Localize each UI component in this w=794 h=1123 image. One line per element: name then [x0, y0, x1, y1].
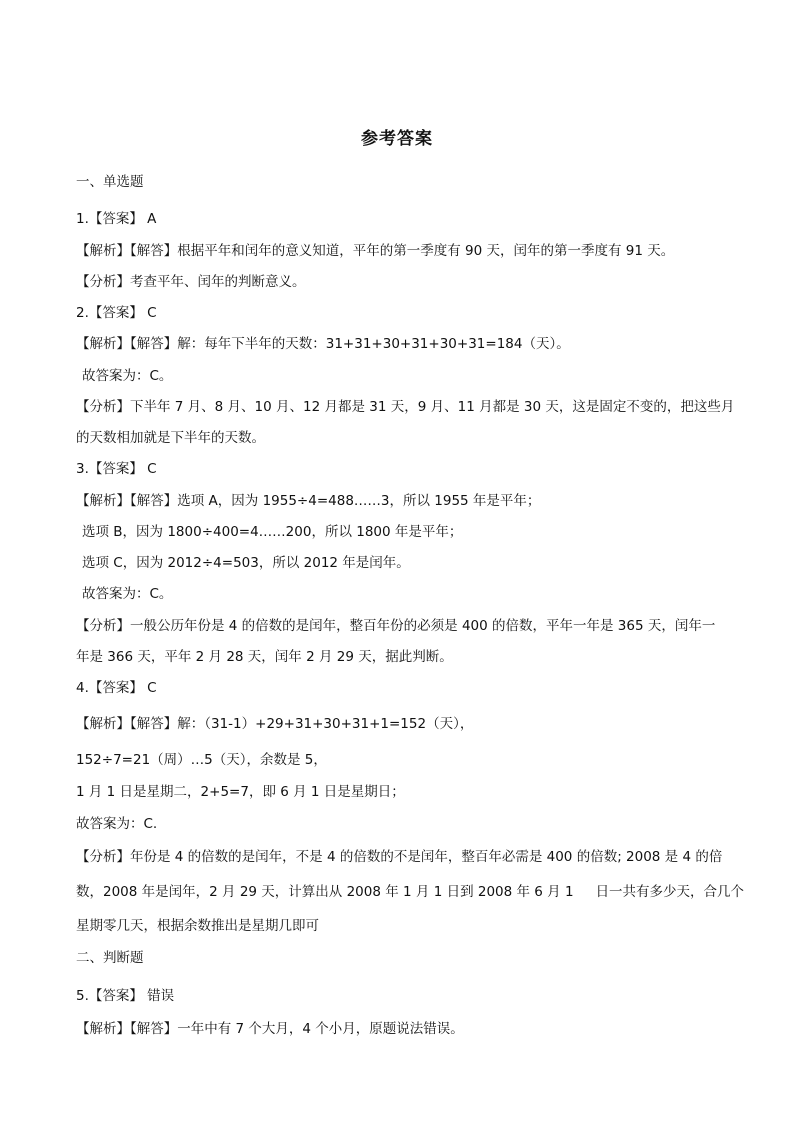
q4-remark-line2-part1: 数，2008 年是闰年，2 月 29 天，计算出从 2008 年 1 月 1 日到 2008 年 6 月 1 — [76, 884, 574, 900]
q1-remark: 【分析】考查平年、闰年的判断意义。 — [76, 274, 306, 290]
q3-analysis-line3: 选项 C，因为 2012÷4=503，所以 2012 年是闰年。 — [82, 555, 410, 571]
q4-remark-line2 — [76, 882, 744, 902]
q2-analysis: 【解析】【解答】解：每年下半年的天数：31+31+30+31+30+31=184（天）。 — [76, 336, 570, 352]
q1-analysis: 【解析】【解答】根据平年和闰年的意义知道，平年的第一季度有 90 天，闰年的第一季度有 91 天。 — [76, 243, 675, 259]
q2-answer: 2.【答案】 C — [76, 305, 157, 321]
q3-remark-line2: 年是 366 天，平年 2 月 28 天，闰年 2 月 29 天，据此判断。 — [76, 649, 453, 665]
q4-remark-line1: 【分析】年份是 4 的倍数的是闰年，不是 4 的倍数的不是闰年，整百年必需是 400 的倍数; 2008 是 4 的倍 — [76, 849, 723, 865]
q2-remark-line2: 的天数相加就是下半年的天数。 — [76, 430, 265, 446]
q4-remark-line2-part2: 日一共有多少天，合几个 — [595, 884, 745, 900]
q5-analysis: 【解析】【解答】一年中有 7 个大月，4 个小月，原题说法错误。 — [76, 1021, 464, 1037]
q4-analysis-line3: 1 月 1 日是星期二，2+5=7，即 6 月 1 日是星期日； — [76, 784, 405, 800]
q3-conclusion: 故答案为：C。 — [82, 586, 173, 602]
q3-analysis-line1: 【解析】【解答】选项 A，因为 1955÷4=488……3，所以 1955 年是平年； — [76, 493, 541, 509]
q2-conclusion: 故答案为：C。 — [82, 368, 173, 384]
q3-analysis-line2: 选项 B，因为 1800÷400=4……200，所以 1800 年是平年； — [82, 524, 463, 540]
q4-analysis-line1: 【解析】【解答】解：（31-1）+29+31+30+31+1=152（天）， — [76, 716, 474, 732]
q4-conclusion: 故答案为：C. — [76, 816, 158, 832]
q5-answer: 5.【答案】 错误 — [76, 988, 175, 1004]
section-heading-single-choice: 一、单选题 — [76, 174, 144, 190]
q4-remark-line3: 星期零几天，根据余数推出是星期几即可 — [76, 918, 319, 934]
q4-answer: 4.【答案】 C — [76, 680, 157, 696]
q3-answer: 3.【答案】 C — [76, 461, 157, 477]
q1-answer: 1.【答案】 A — [76, 211, 157, 227]
q4-analysis-line2: 152÷7=21（周）…5（天），余数是 5， — [76, 752, 327, 768]
q2-remark-line1: 【分析】下半年 7 月、8 月、10 月、12 月都是 31 天，9 月、11 月都是 30 天，这是固定不变的，把这些月 — [76, 399, 735, 415]
section-heading-true-false: 二、判断题 — [76, 950, 144, 966]
page-title: 参考答案 — [361, 129, 433, 149]
q3-remark-line1: 【分析】一般公历年份是 4 的倍数的是闰年，整百年份的必须是 400 的倍数，平年一年是 365 天，闰年一 — [76, 618, 716, 634]
